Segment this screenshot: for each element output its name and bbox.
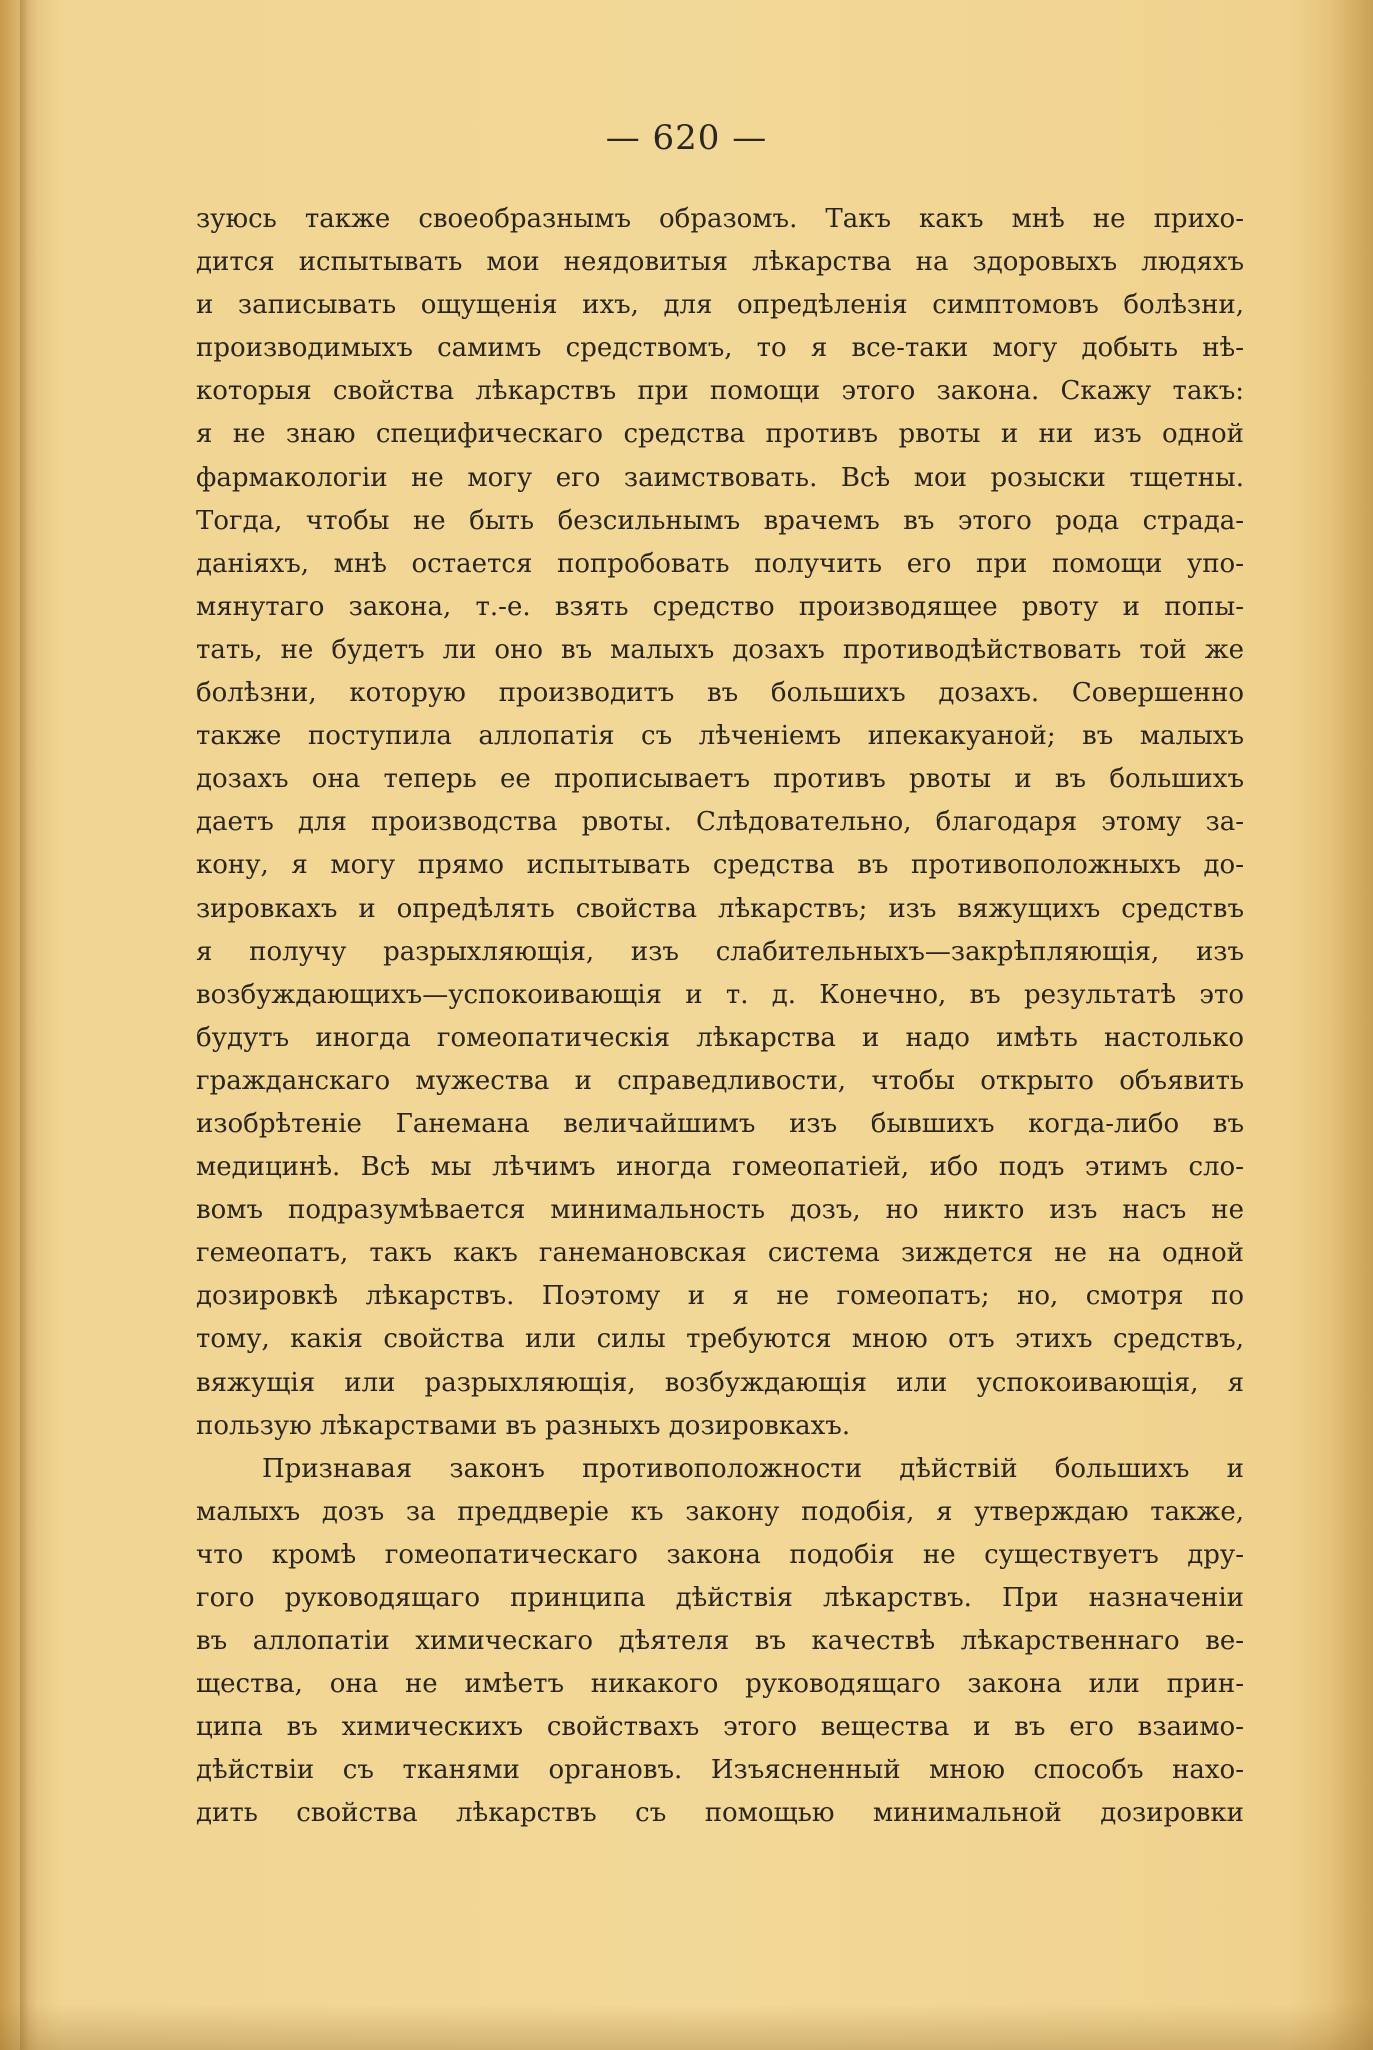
text-line: дозахъ она теперь ее прописываетъ противъ рвоты и въ большихъ [196, 764, 1244, 795]
text-line: будутъ иногда гомеопатическія лѣкарства и надо имѣть настолько [196, 1022, 1244, 1053]
text-line: дить свойства лѣкарствъ съ помощью минимальной дозировки [196, 1798, 1244, 1829]
body-text [196, 198, 1244, 1836]
paragraph-start-line: Признавая законъ противоположности дѣйствій большихъ и [262, 1453, 1244, 1484]
text-line: которыя свойства лѣкарствъ при помощи этого закона. Скажу такъ: [196, 376, 1244, 407]
text-line: дѣйствіи съ тканями органовъ. Изъясненный мною способъ нахо- [196, 1755, 1244, 1786]
text-line: мянутаго закона, т.-е. взять средство производящее рвоту и попы- [196, 591, 1244, 622]
text-line: тать, не будетъ ли оно въ малыхъ дозахъ противодѣйствовать той же [196, 634, 1244, 665]
text-line: Тогда, чтобы не быть безсильнымъ врачемъ въ этого рода страда- [196, 505, 1244, 536]
text-line: зуюсь также своеобразнымъ образомъ. Такъ какъ мнѣ не прихо- [196, 204, 1244, 234]
text-line: дозировкѣ лѣкарствъ. Поэтому и я не гомеопатъ; но, смотря по [196, 1281, 1244, 1312]
text-line: что кромѣ гомеопатическаго закона подобія не существуетъ дру- [196, 1539, 1244, 1570]
text-line: гемеопатъ, такъ какъ ганемановская система зиждется не на одной [196, 1238, 1244, 1269]
text-line: фармакологіи не могу его заимствовать. Всѣ мои розыски тщетны. [196, 462, 1244, 493]
text-line: дится испытывать мои неядовитыя лѣкарства на здоровыхъ людяхъ [196, 247, 1244, 278]
page-bottom-edge [0, 2004, 1373, 2050]
page-number: — 620 — [605, 118, 768, 158]
text-line: даніяхъ, мнѣ остается попробовать получить его при помощи упо- [196, 548, 1244, 579]
text-line: малыхъ дозъ за преддверіе къ закону подобія, я утверждаю также, [196, 1496, 1244, 1527]
text-line: возбуждающихъ—успокоивающія и т. д. Конечно, въ результатѣ это [196, 979, 1244, 1010]
text-line: я не знаю специфическаго средства противъ рвоты и ни изъ одной [196, 419, 1244, 450]
paragraph-end-line: пользую лѣкарствами въ разныхъ дозировкахъ. [196, 1410, 851, 1441]
text-line: вомъ подразумѣвается минимальность дозъ, но никто изъ насъ не [196, 1195, 1244, 1226]
text-line: гражданскаго мужества и справедливости, чтобы открыто объявить [196, 1065, 1244, 1096]
text-line: вяжущія или разрыхляющія, возбуждающія или успокоивающія, я [196, 1367, 1244, 1398]
text-line: производимыхъ самимъ средствомъ, то я все-таки могу добыть нѣ- [196, 333, 1244, 364]
text-line: даетъ для производства рвоты. Слѣдовательно, благодаря этому за- [196, 807, 1244, 838]
text-line: кону, я могу прямо испытывать средства въ противоположныхъ до- [196, 850, 1244, 881]
text-line: гого руководящаго принципа дѣйствія лѣкарствъ. При назначеніи [196, 1583, 1244, 1613]
text-line: въ аллопатіи химическаго дѣятеля въ качествѣ лѣкарственнаго ве- [196, 1626, 1244, 1657]
text-line: и записывать ощущенія ихъ, для опредѣленія симптомовъ болѣзни, [196, 290, 1244, 321]
text-line: зировкахъ и опредѣлять свойства лѣкарствъ; изъ вяжущихъ средствъ [196, 893, 1244, 924]
text-line: изобрѣтеніе Ганемана величайшимъ изъ бывшихъ когда-либо въ [196, 1108, 1244, 1139]
text-line: также поступила аллопатія съ лѣченіемъ ипекакуаной; въ малыхъ [196, 721, 1244, 752]
text-line: ципа въ химическихъ свойствахъ этого вещества и въ его взаимо- [196, 1712, 1244, 1743]
text-line: щества, она не имѣетъ никакого руководящаго закона или прин- [196, 1669, 1244, 1700]
text-line: тому, какія свойства или силы требуются мною отъ этихъ средствъ, [196, 1324, 1244, 1355]
page-binding-shadow [20, 0, 38, 2050]
text-line: я получу разрыхляющія, изъ слабительныхъ—закрѣпляющія, изъ [196, 936, 1244, 967]
text-line: болѣзни, которую производитъ въ большихъ дозахъ. Совершенно [196, 678, 1244, 709]
text-line: медицинѣ. Всѣ мы лѣчимъ иногда гомеопатіей, ибо подъ этимъ сло- [196, 1152, 1244, 1183]
